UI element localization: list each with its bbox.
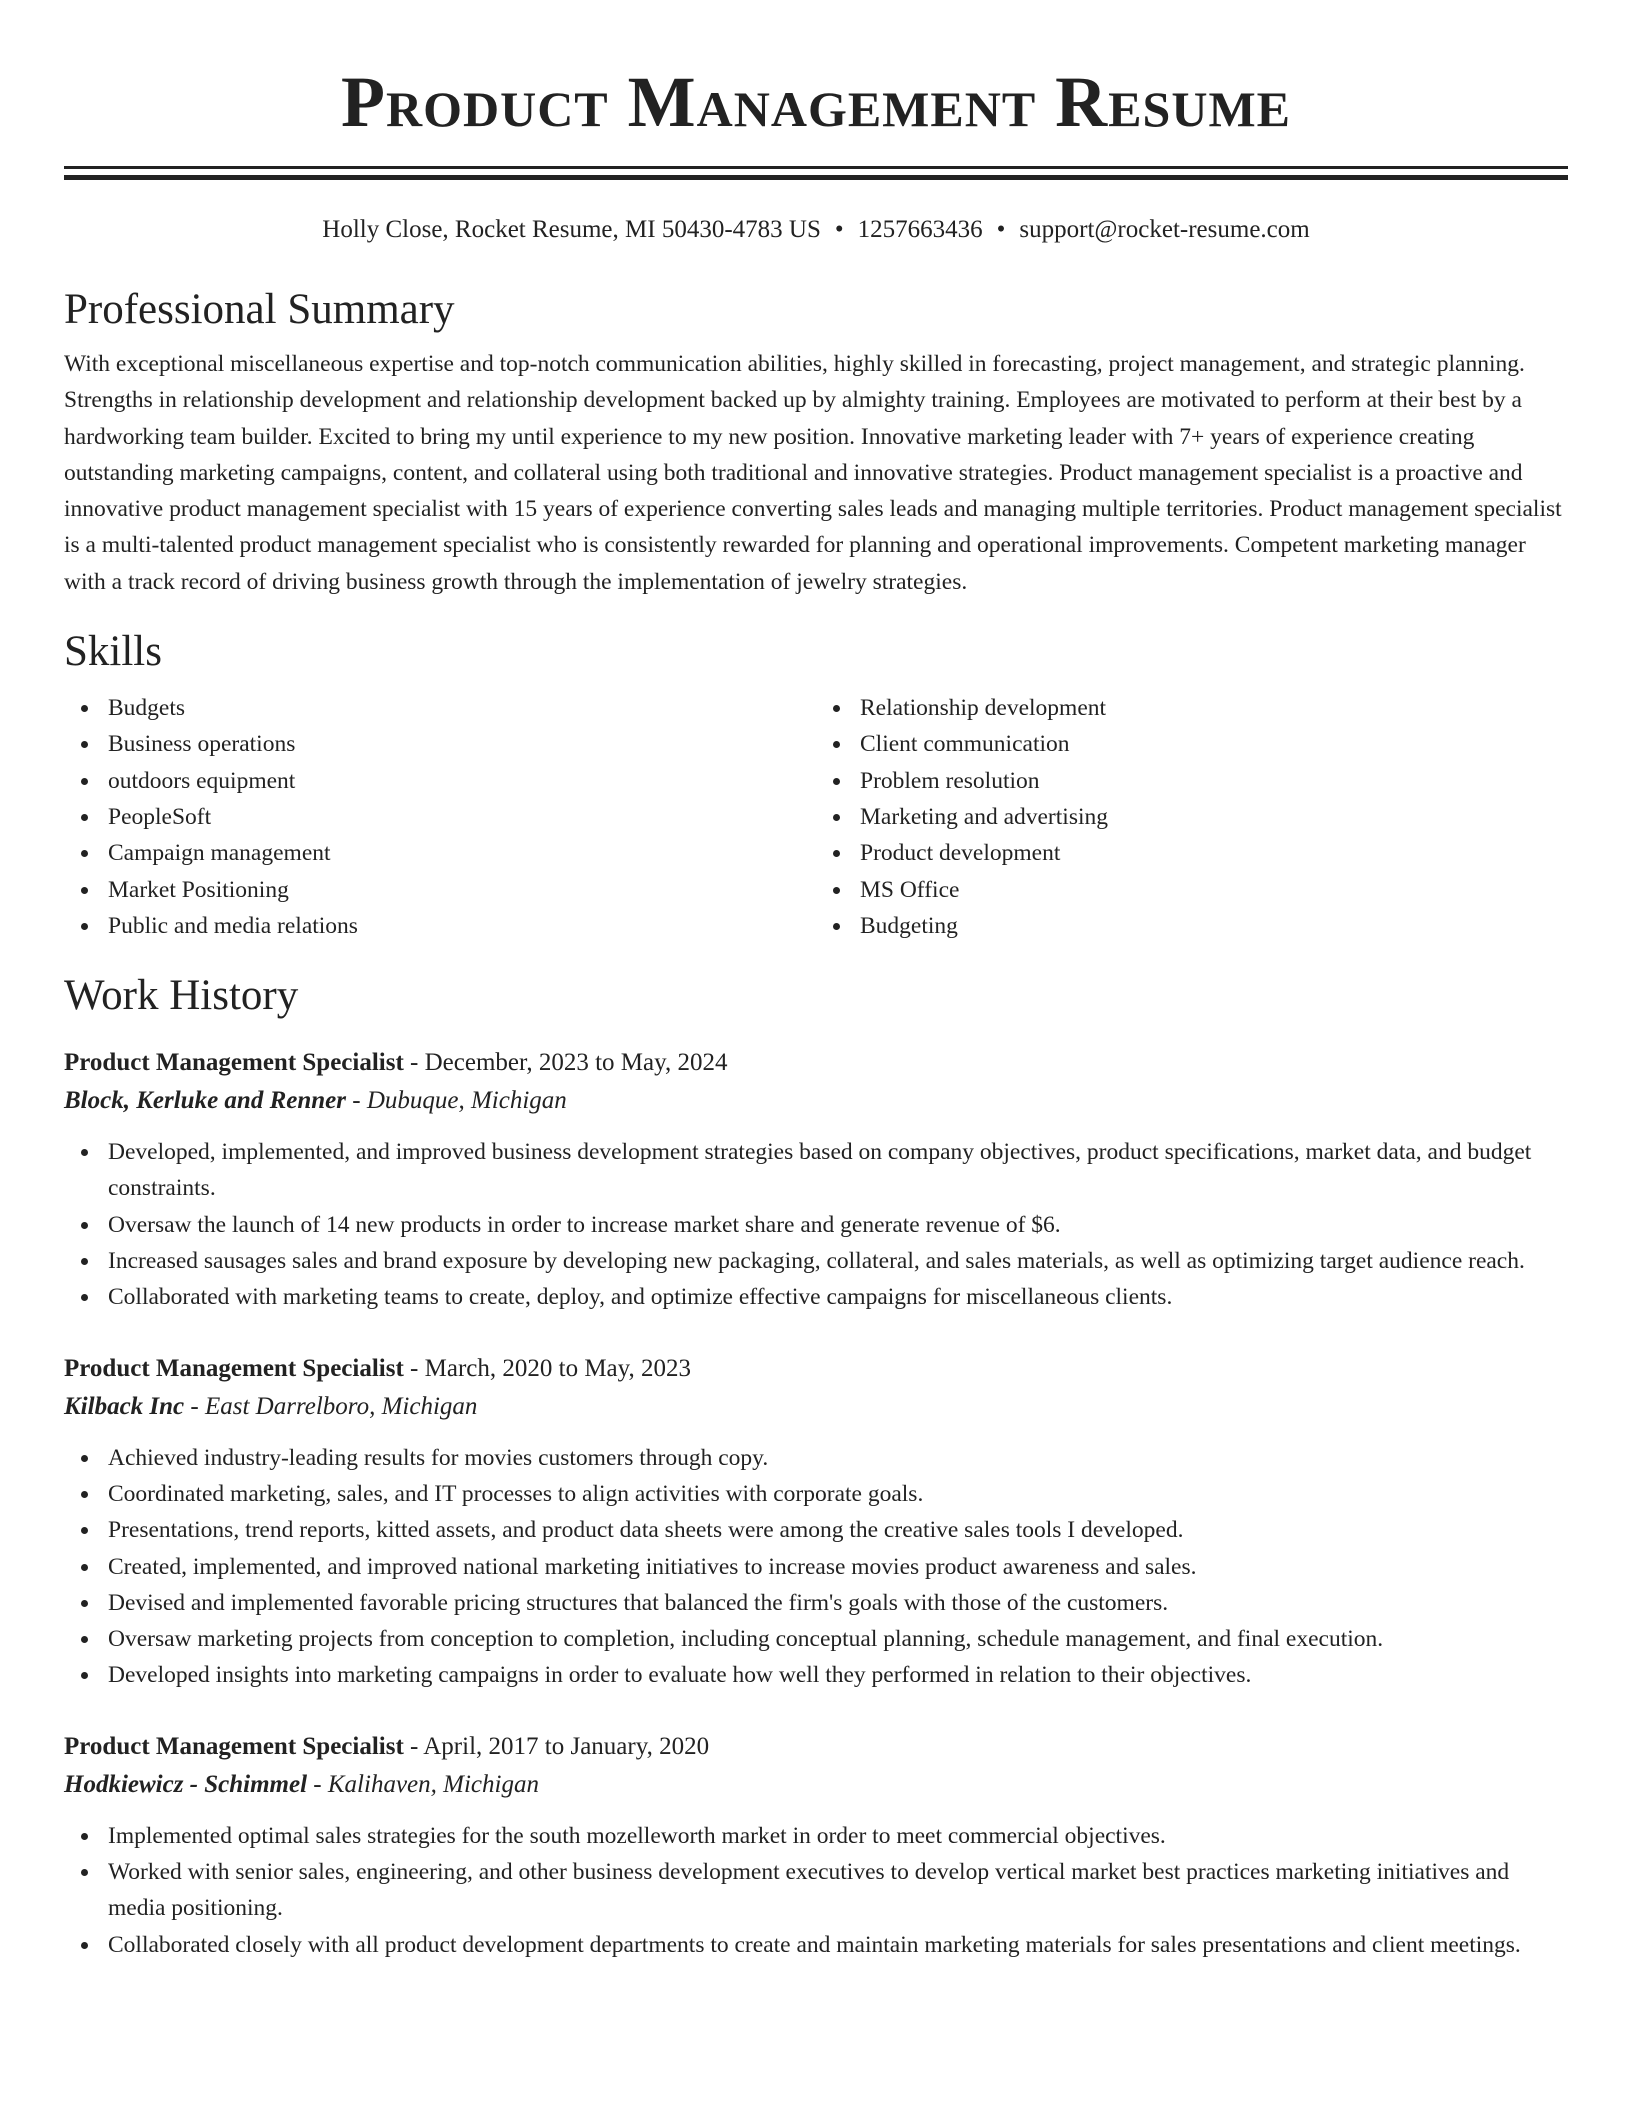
contact-separator: • <box>996 216 1006 243</box>
skill-item: Relationship development <box>860 690 1568 726</box>
duties-list <box>64 1440 1568 1694</box>
duty-item: Presentations, trend reports, kitted assets, and product data sheets were among the creative sales tools I developed. <box>108 1512 1568 1548</box>
duty-item: Devised and implemented favorable pricing structures that balanced the firm's goals with those of the customers. <box>108 1585 1568 1621</box>
skills-section <box>64 626 1568 944</box>
job-entry <box>64 1728 1568 1963</box>
skill-item: Client communication <box>860 726 1568 762</box>
skill-item: Marketing and advertising <box>860 799 1568 835</box>
skill-item: Public and media relations <box>108 908 816 944</box>
skill-item: Budgeting <box>860 908 1568 944</box>
skill-item: outdoors equipment <box>108 763 816 799</box>
job-location: Kalihaven, Michigan <box>327 1770 539 1798</box>
duties-list <box>64 1818 1568 1963</box>
title-divider-bottom <box>64 175 1568 180</box>
skill-item: Market Positioning <box>108 872 816 908</box>
contact-separator: • <box>834 216 844 243</box>
skill-item: Campaign management <box>108 835 816 871</box>
duty-item: Developed, implemented, and improved business development strategies based on company objectives, product specifications, market data, and budget constraints. <box>108 1134 1568 1207</box>
duty-item: Oversaw marketing projects from conception to completion, including conceptual planning, schedule management, and final execution. <box>108 1621 1568 1657</box>
duty-item: Achieved industry-leading results for movies customers through copy. <box>108 1440 1568 1476</box>
work-history-section <box>64 970 1568 1963</box>
duty-item: Created, implemented, and improved national marketing initiatives to increase movies product awareness and sales. <box>108 1549 1568 1585</box>
skills-grid <box>64 690 1568 944</box>
job-title: Product Management Specialist <box>64 1354 404 1382</box>
job-title: Product Management Specialist <box>64 1049 404 1077</box>
skill-item: MS Office <box>860 872 1568 908</box>
job-header: Product Management Specialist - March, 2020 to May, 2023 <box>64 1354 692 1382</box>
skill-item: Product development <box>860 835 1568 871</box>
job-employer: Block, Kerluke and Renner - Dubuque, Michigan <box>64 1087 567 1115</box>
job-entry <box>64 1044 1568 1315</box>
skill-item: Business operations <box>108 726 816 762</box>
contact-line <box>64 214 1568 246</box>
job-location: Dubuque, Michigan <box>366 1087 567 1115</box>
duty-item: Collaborated with marketing teams to create, deploy, and optimize effective campaigns for miscellaneous clients. <box>108 1279 1568 1315</box>
section-heading: Skills <box>64 628 162 676</box>
duty-item: Developed insights into marketing campaigns in order to evaluate how well they performed in relation to their objectives. <box>108 1657 1568 1693</box>
job-header: Product Management Specialist - December, 2023 to May, 2024 <box>64 1049 728 1077</box>
duties-list <box>64 1134 1568 1315</box>
skill-item: Budgets <box>108 690 816 726</box>
duty-item: Worked with senior sales, engineering, and other business development executives to develop vertical market best practices marketing initiatives and media positioning. <box>108 1854 1568 1927</box>
duty-item: Oversaw the launch of 14 new products in order to increase market share and generate revenue of $6. <box>108 1207 1568 1243</box>
contact-phone: 1257663436 <box>857 216 983 243</box>
job-employer: Hodkiewicz - Schimmel - Kalihaven, Michigan <box>64 1770 539 1798</box>
skill-item: PeopleSoft <box>108 799 816 835</box>
title-divider-top <box>64 166 1568 169</box>
duty-item: Collaborated closely with all product development departments to create and maintain marketing materials for sales presentations and client meetings. <box>108 1927 1568 1963</box>
job-dates: March, 2020 to May, 2023 <box>424 1354 692 1382</box>
contact-address: Holly Close, Rocket Resume, MI 50430-4783 US <box>322 216 821 243</box>
contact-email: support@rocket-resume.com <box>1019 216 1310 243</box>
summary-text: With exceptional miscellaneous expertise and top-notch communication abilities, highly skilled in forecasting, project management, and strategic planning. Strengths in relationship development and relationship development backed up by almighty training. Employees are motivated to perform at their best by a hardworking team builder. Excited to bring my until experience to my new position. Innovative marketing leader with 7+ years of experience creating outstanding marketing campaigns, content, and collateral using both traditional and innovative strategies. Product management specialist is a proactive and innovative product management specialist with 15 years of experience converting sales leads and managing multiple territories. Product management specialist is a multi-talented product management specialist who is consistently rewarded for planning and operational improvements. Competent marketing manager with a track record of driving business growth through the implementation of jewelry strategies. <box>64 351 1562 595</box>
company-name: Block, Kerluke and Renner <box>64 1087 346 1115</box>
skills-list-right <box>816 690 1568 944</box>
company-name: Kilback Inc <box>64 1392 185 1420</box>
duty-item: Implemented optimal sales strategies for the south mozelleworth market in order to meet commercial objectives. <box>108 1818 1568 1854</box>
section-heading: Professional Summary <box>64 286 455 333</box>
job-dates: December, 2023 to May, 2024 <box>424 1049 728 1077</box>
job-entry <box>64 1350 1568 1694</box>
skills-list-left <box>64 690 816 944</box>
job-header: Product Management Specialist - April, 2017 to January, 2020 <box>64 1732 710 1760</box>
resume-title: Product Management Resume <box>341 62 1291 142</box>
job-dates: April, 2017 to January, 2020 <box>423 1732 710 1760</box>
job-title: Product Management Specialist <box>64 1732 404 1760</box>
professional-summary-section <box>64 284 1568 600</box>
duty-item: Increased sausages sales and brand exposure by developing new packaging, collateral, and sales materials, as well as optimizing target audience reach. <box>108 1243 1568 1279</box>
job-location: East Darrelboro, Michigan <box>204 1392 478 1420</box>
job-employer: Kilback Inc - East Darrelboro, Michigan <box>64 1392 478 1420</box>
company-name: Hodkiewicz - Schimmel <box>64 1770 308 1798</box>
duty-item: Coordinated marketing, sales, and IT processes to align activities with corporate goals. <box>108 1476 1568 1512</box>
skill-item: Problem resolution <box>860 763 1568 799</box>
section-heading: Work History <box>64 972 299 1020</box>
